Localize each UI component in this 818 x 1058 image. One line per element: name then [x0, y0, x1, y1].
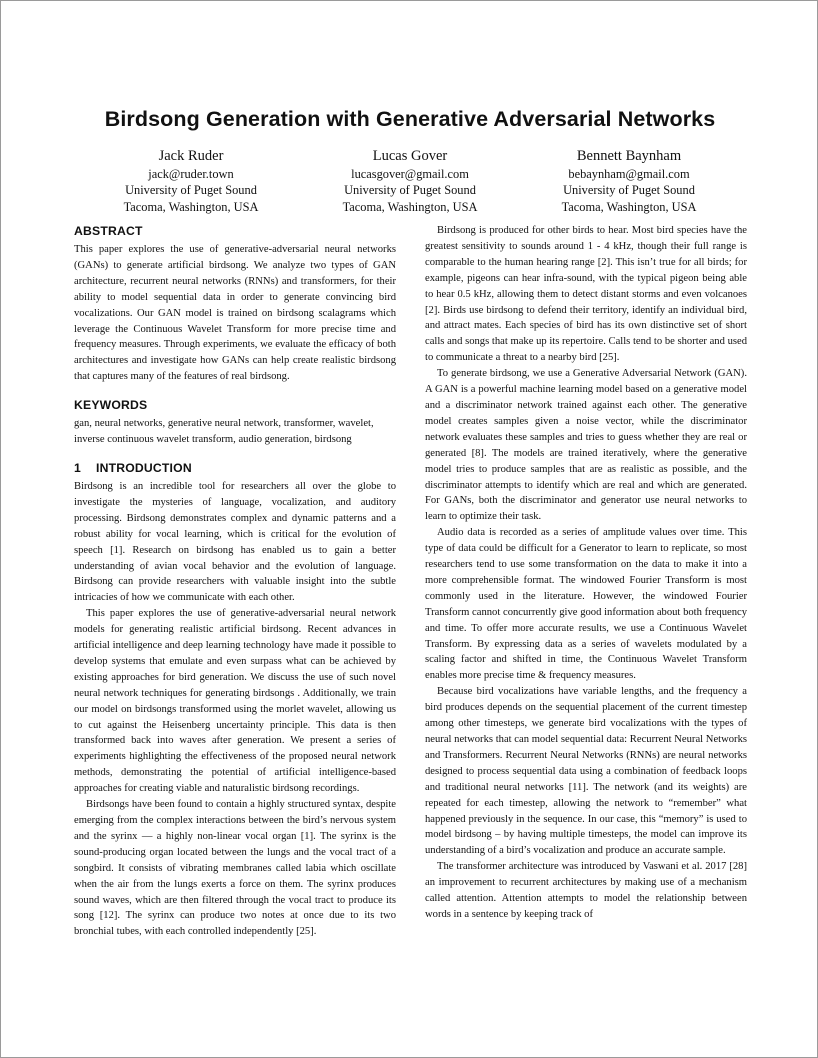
author-name: Jack Ruder	[158, 148, 224, 164]
body-paragraph: Audio data is recorded as a series of amplitude values over time. This type of data could be difficult for a Generator to learn to replicate, so most researchers tend to use some transformation on the data to make it into a more comprehensible format. The windowed Fourier Transform is most commonly used in the literature. However, the windowed Fourier Transform cannot concurrently give good information about both frequency and time. To offer more accurate results, we use a Continuous Wavelet Transform. By expressing data as a series of wavelets modulated by a scaling factor and shifted in time, the Continuous Wavelet Transform enables more precise time & frequency measures.	[425, 527, 747, 682]
paper-title: Birdsong Generation with Generative Adversarial Networks	[104, 107, 716, 131]
section-title: INTRODUCTION	[96, 460, 192, 475]
intro-paragraph: This paper explores the use of generative-adversarial neural network models for generating realistic artificial birdsong. Recent advances in artificial intelligence and deep learning technology have made it possible to develop systems that emulate and even surpass what can be achieved by existing approaches for bird generation. We discuss the use of such novel neural network techniques for generating birdsongs . Additionally, we train our model on birdsongs transformed using the morlet wavelet, allowing us to cut against the Heisenberg uncertainty principle. This data is then transformed back into waves after generation. We present a series of experiments highlighting the effectiveness of the proposed neural network methods, demonstrating the potential of artificial intelligence-based approaches for creating viable and naturalistic birdsong recordings.	[74, 608, 396, 795]
author-affiliation: University of Puget Sound	[563, 183, 695, 198]
author-location: Tacoma, Washington, USA	[342, 199, 478, 214]
author-location: Tacoma, Washington, USA	[561, 199, 697, 214]
keywords-heading: KEYWORDS	[74, 398, 148, 413]
author-2	[300, 147, 520, 215]
author-block	[1, 147, 818, 217]
body-paragraph: Birdsong is produced for other birds to hear. Most bird species have the greatest sensitivity to sounds around 1 - 4 kHz, though their full range is comparable to the human hearing range [2]. This isn’t true for all birds; for example, pigeons can hear infra-sound, with the typical pigeon being able to hear 0.5 kHz, allowing them to detect distant storms and even volcanoes [2]. Birds use birdsong to defend their territory, identify an individual bird, and attract mates. Each species of bird has its own distinctive set of short calls and songs that make up its repertoire. Calls tend to be shorter and used to communicate a threat to a nearby bird [25].	[425, 225, 747, 364]
intro-paragraph: Birdsong is an incredible tool for researchers all over the globe to investigate the mysteries of language, vocalization, and auditory processing. Birdsong demonstrates complex and dynamic patterns and a robust ability for vocal learning, which is critical for the evolution of speech [1]. Research on birdsong has enabled us to gain a better understanding of avian vocal behavior and the evolution of language. Birdsong can provide researchers with valuable insight into the subtle intricacies of how we communicate with each other.	[74, 480, 396, 604]
intro-paragraph: Birdsongs have been found to contain a highly structured syntax, despite emerging from the complex interactions between the bird’s nervous system and the syrinx — a highly non-linear vocal organ [1]. The syrinx is the sound-producing organ located between the lungs and the vocal tract of a songbird. It consists of vibrating membranes called labia which oscillate when the air from the lungs exerts a force on them. The syrinx produces sound waves, which are then filtered through the vocal tract to produce its song [12]. The syrinx can produce two notes at once due to its two bronchial tubes, with each controlled independently [25].	[74, 799, 396, 938]
right-column	[425, 223, 747, 923]
author-email: bebaynham@gmail.com	[568, 167, 690, 181]
author-affiliation: University of Puget Sound	[125, 183, 257, 198]
author-location: Tacoma, Washington, USA	[123, 199, 259, 214]
author-email: lucasgover@gmail.com	[351, 167, 469, 181]
body-paragraph: Because bird vocalizations have variable lengths, and the frequency a bird produces depends on the sequential placement of the current timestep among other timesteps, we generate bird vocalizations with the types of neural networks that can model sequential data: Recurrent Neural Networks and Transformers. Recurrent Neural Networks (RNNs) are neural networks designed to process sequential data using a combination of feedback loops and traditional neural networks [11]. The network (and its weights) are repeated for each timestep, allowing the network to “remember” what happened previously in the sequence. In our case, this “memory” is used to model birdsong – by having multiple timesteps, the model can improve its understanding of a bird’s vocalization and produce an accurate sample.	[425, 686, 747, 857]
author-name: Bennett Baynham	[576, 148, 682, 164]
body-paragraph: The transformer architecture was introduced by Vaswani et al. 2017 [28] an improvement to recurrent architectures by making use of a mechanism called attention. Attention attempts to model the relationship between words in a sentence by keeping track of	[425, 861, 747, 920]
author-name: Lucas Gover	[372, 148, 448, 164]
author-3	[519, 147, 739, 215]
body-paragraph: To generate birdsong, we use a Generative Adversarial Network (GAN). A GAN is a powerful machine learning model based on a generative model and a discriminator network trained against each other. The generative model creates samples given a noise vector, while the discriminator network evaluates these samples and tries to guess whether they are real or generated [8]. The models are trained iteratively, where the generative model tries to produce samples that are as realistic as possible, and the discriminator attempts to identify which are real and which are generated. For GANs, both the discriminator and generator use neural networks to learn to optimize their task.	[425, 368, 747, 523]
keywords-text: gan, neural networks, generative neural network, transformer, wavelet, inverse continuous wavelet transform, audio generation, birdsong	[74, 418, 374, 446]
intro-heading	[74, 460, 396, 477]
section-number: 1	[74, 460, 81, 475]
author-affiliation: University of Puget Sound	[344, 183, 476, 198]
author-email: jack@ruder.town	[148, 167, 234, 181]
abstract-heading: ABSTRACT	[74, 224, 143, 238]
abstract-text: This paper explores the use of generative-adversarial neural networks (GANs) to generate artificial birdsong. We analyze two types of GAN architecture, recurrent neural networks (RNNs) and transformers, for their ability to model sequential data in order to generate convincing bird vocalizations. Our GAN model is trained on birdsong scalagrams which leverage the Continuous Wavelet Transform for more precise time and frequency measures. Through experiments, we evaluate the efficacy of both architectures and investigate how GANs can help create realistic birdsong that captures many of the features of real birdsong.	[74, 244, 396, 383]
left-column	[74, 223, 396, 940]
author-1	[81, 147, 301, 215]
